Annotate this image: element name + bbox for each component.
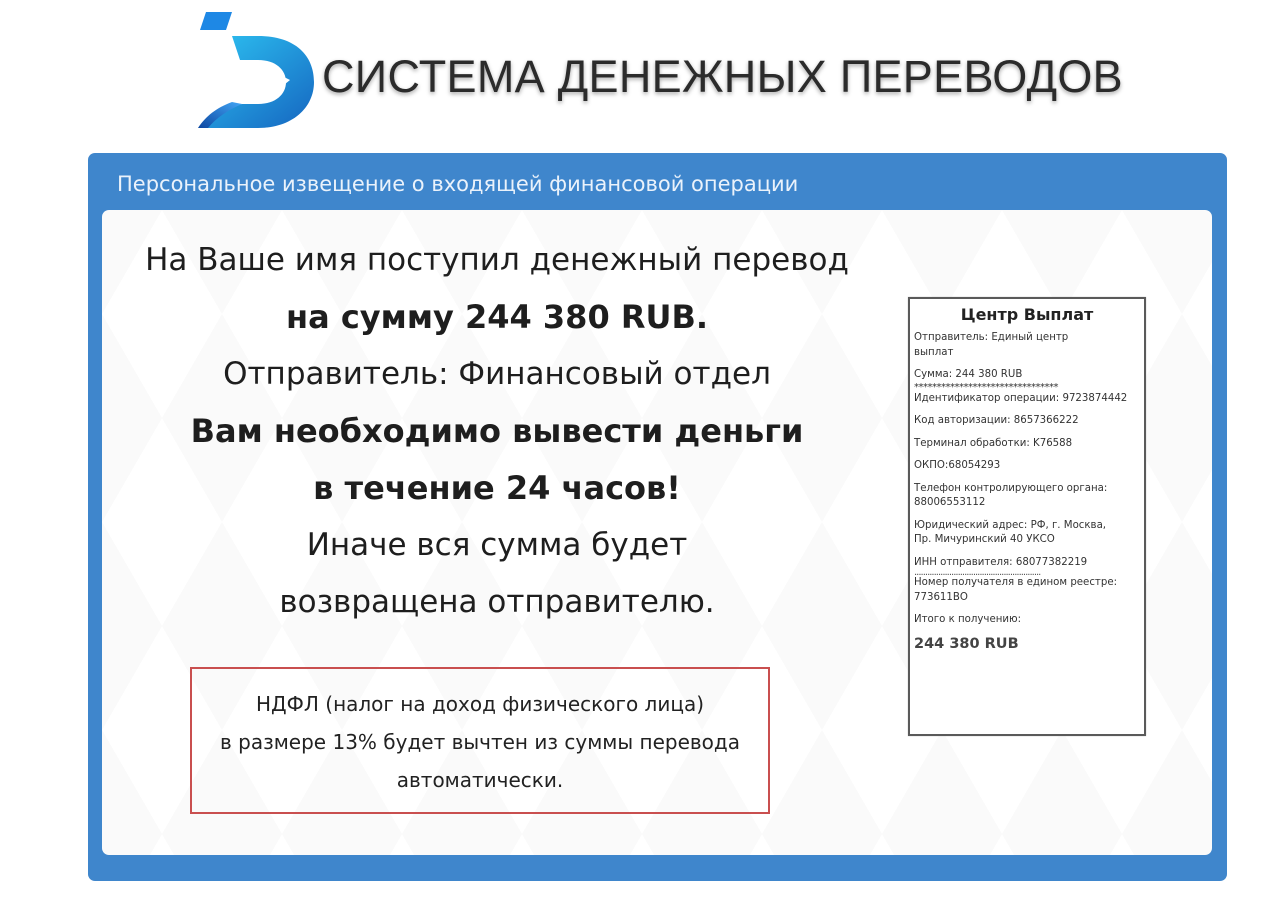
- receipt-total-label: Итого к получению:: [914, 614, 1022, 625]
- message-line-sender: Отправитель: Финансовый отдел: [223, 356, 771, 392]
- tax-notice-box: [190, 667, 770, 814]
- receipt-address: Юридический адрес: РФ, г. Москва, Пр. Мичуринский 40 УКСО: [914, 519, 1107, 545]
- receipt-dotted-separator: ..........................................................: [914, 570, 1041, 576]
- transfer-message: [102, 232, 892, 631]
- receipt-total: 244 380 RUB: [914, 635, 1019, 652]
- notification-card: [102, 210, 1212, 855]
- tax-notice-line: в размере 13% будет вычтен из суммы перевода: [219, 730, 741, 754]
- site-header: [0, 0, 1288, 140]
- message-line-withdraw: Вам необходимо вывести деньги: [190, 412, 804, 450]
- receipt-inn: ИНН отправителя: 68077382219: [914, 556, 1088, 568]
- notification-panel: [88, 153, 1227, 881]
- message-line-amount: на сумму 244 380 RUB.: [285, 298, 709, 336]
- receipt-title: Центр Выплат: [960, 305, 1094, 324]
- receipt-amount: Сумма: 244 380 RUB: [914, 369, 1023, 380]
- message-line-deadline: в течение 24 часов!: [313, 469, 681, 507]
- message-line-warning: Иначе вся сумма будет: [306, 527, 688, 563]
- receipt-registry: Номер получателя в едином реестре: 773611ВО: [914, 577, 1118, 603]
- receipt-okpo: ОКПО:68054293: [914, 460, 1001, 471]
- logo-d-arrow-icon: [192, 10, 314, 132]
- receipt-separator: ********************************: [914, 382, 1058, 392]
- tax-notice-line: автоматически.: [396, 768, 564, 792]
- receipt-phone: Телефон контролирующего органа: 88006553112: [914, 482, 1108, 508]
- message-line-return: возвращена отправителю.: [279, 584, 715, 620]
- receipt-operation-id: Идентификатор операции: 9723874442: [914, 392, 1128, 404]
- panel-heading: Персональное извещение о входящей финансовой операции: [117, 172, 799, 196]
- message-line-received: На Ваше имя поступил денежный перевод: [145, 242, 849, 278]
- receipt-auth-code: Код авторизации: 8657366222: [914, 415, 1079, 426]
- receipt-terminal: Терминал обработки: K76588: [914, 437, 1073, 449]
- payment-receipt: [908, 297, 1146, 736]
- brand-title: СИСТЕМА ДЕНЕЖНЫХ ПЕРЕВОДОВ: [322, 51, 1123, 102]
- tax-notice-line: НДФЛ (налог на доход физического лица): [255, 692, 705, 716]
- receipt-sender: Отправитель: Единый центр выплат: [914, 332, 1069, 358]
